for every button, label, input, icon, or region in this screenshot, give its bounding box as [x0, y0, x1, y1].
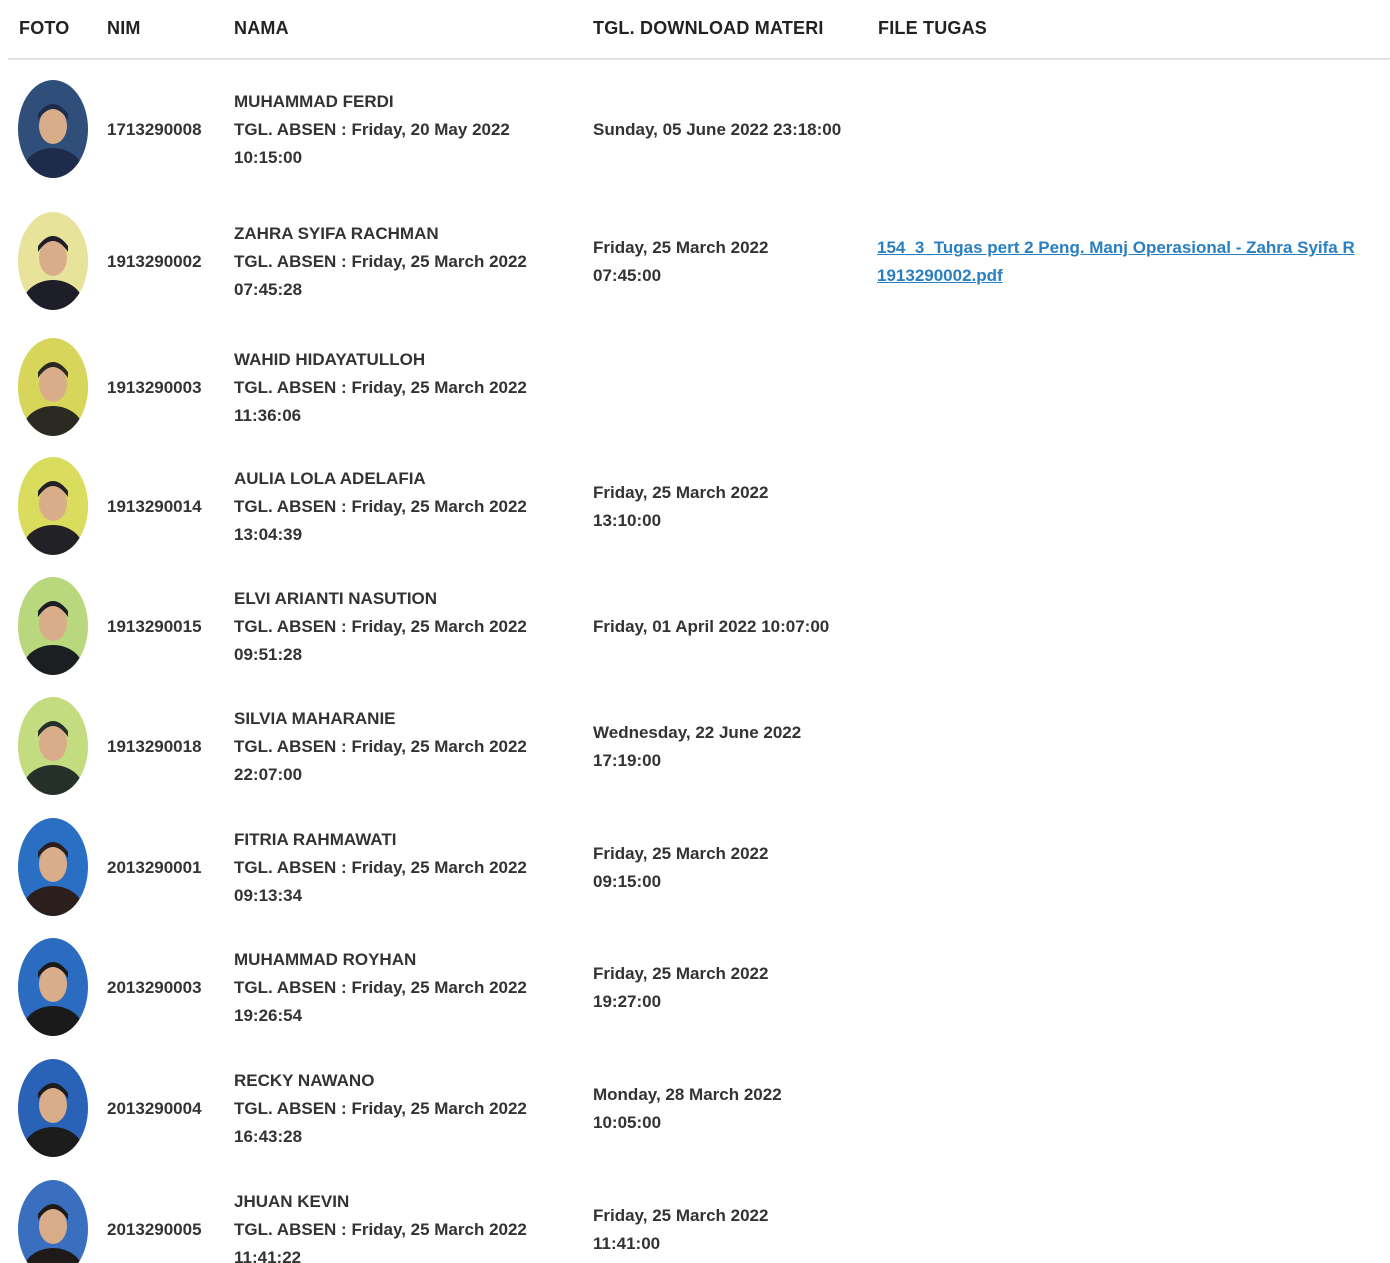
student-info [234, 88, 574, 172]
absen-date: Friday, 25 March 2022 [351, 1099, 527, 1118]
download-date-line: Friday, 25 March 2022 [593, 844, 769, 863]
absen-label: TGL. ABSEN : [234, 120, 352, 139]
absen-label: TGL. ABSEN : [234, 1099, 352, 1118]
download-date [593, 479, 863, 535]
download-date-line: Friday, 25 March 2022 [593, 483, 769, 502]
table-row [0, 938, 1390, 1048]
download-date [593, 840, 863, 896]
absen-date: Friday, 25 March 2022 [351, 1220, 527, 1239]
download-time-line: 19:27:00 [593, 992, 662, 1011]
absen-label: TGL. ABSEN : [234, 978, 352, 997]
student-info [234, 946, 574, 1030]
table-row [0, 818, 1390, 928]
student-nim: 2013290003 [107, 978, 202, 997]
absen-line [234, 613, 574, 641]
download-time-line: 11:41:00 [593, 1234, 661, 1253]
table-header [8, 0, 1390, 60]
absen-label: TGL. ABSEN : [234, 617, 352, 636]
student-name: MUHAMMAD FERDI [234, 92, 394, 111]
download-date [593, 1202, 863, 1258]
student-photo [18, 1180, 88, 1263]
absen-date: Friday, 25 March 2022 [351, 858, 527, 877]
student-name: FITRIA RAHMAWATI [234, 830, 397, 849]
student-nim: 2013290004 [107, 1099, 202, 1118]
download-time-line: 07:45:00 [593, 266, 662, 285]
absen-time: 13:04:39 [234, 525, 303, 544]
download-time-line: 17:19:00 [593, 751, 662, 770]
download-date [593, 613, 863, 641]
absen-time: 09:51:28 [234, 645, 303, 664]
student-nim: 1913290002 [107, 252, 202, 271]
student-nim: 1913290018 [107, 737, 202, 756]
student-photo [18, 697, 88, 795]
student-photo [18, 457, 88, 555]
student-photo [18, 1059, 88, 1157]
student-nim: 1913290015 [107, 617, 202, 636]
table-row [0, 80, 1390, 190]
table-row [0, 1180, 1390, 1263]
download-date-line: Friday, 01 April 2022 10:07:00 [593, 617, 830, 636]
download-date-line: Wednesday, 22 June 2022 [593, 723, 802, 742]
student-info [234, 346, 574, 430]
absen-line [234, 974, 574, 1002]
absen-label: TGL. ABSEN : [234, 497, 352, 516]
student-photo [18, 338, 88, 436]
download-date-line: Friday, 25 March 2022 [593, 1206, 769, 1225]
download-date-line: Monday, 28 March 2022 [593, 1085, 782, 1104]
table-row [0, 338, 1390, 448]
download-date [593, 719, 863, 775]
absen-date: Friday, 25 March 2022 [351, 617, 527, 636]
student-info [234, 585, 574, 669]
header-tgl-download: TGL. DOWNLOAD MATERI [593, 18, 824, 38]
absen-label: TGL. ABSEN : [234, 1220, 352, 1239]
student-name: ZAHRA SYIFA RACHMAN [234, 224, 439, 243]
student-photo [18, 212, 88, 310]
absen-label: TGL. ABSEN : [234, 378, 352, 397]
student-name: MUHAMMAD ROYHAN [234, 950, 417, 969]
download-date [593, 116, 863, 144]
student-name: SILVIA MAHARANIE [234, 709, 396, 728]
student-info [234, 1188, 574, 1263]
file-name-line[interactable]: 154_3_Tugas pert 2 Peng. Manj Operasional - Zahra Syifa R [877, 238, 1355, 257]
absen-time: 22:07:00 [234, 765, 303, 784]
download-date [593, 234, 863, 290]
download-time-line: 10:05:00 [593, 1113, 662, 1132]
student-photo [18, 80, 88, 178]
absen-date: Friday, 20 May 2022 [351, 120, 510, 139]
download-date-line: Friday, 25 March 2022 [593, 238, 769, 257]
absen-time: 10:15:00 [234, 148, 303, 167]
file-tugas-link[interactable] [877, 234, 1387, 290]
absen-label: TGL. ABSEN : [234, 858, 352, 877]
table-row [0, 577, 1390, 687]
table-row [0, 1059, 1390, 1169]
table-row [0, 457, 1390, 567]
download-time-line: 13:10:00 [593, 511, 662, 530]
absen-label: TGL. ABSEN : [234, 252, 352, 271]
student-photo [18, 938, 88, 1036]
table-row [0, 697, 1390, 807]
absen-time: 11:36:06 [234, 406, 302, 425]
student-name: JHUAN KEVIN [234, 1192, 350, 1211]
table-row [0, 212, 1390, 322]
student-nim: 2013290001 [107, 858, 202, 877]
file-name-line[interactable]: 1913290002.pdf [877, 266, 1003, 285]
absen-line [234, 854, 574, 882]
student-nim: 2013290005 [107, 1220, 202, 1239]
student-info [234, 826, 574, 910]
absen-time: 09:13:34 [234, 886, 303, 905]
absen-time: 19:26:54 [234, 1006, 303, 1025]
student-nim: 1713290008 [107, 120, 202, 139]
header-file-tugas: FILE TUGAS [878, 18, 987, 38]
student-name: AULIA LOLA ADELAFIA [234, 469, 426, 488]
absen-line [234, 733, 574, 761]
download-date [593, 960, 863, 1016]
download-date-line: Friday, 25 March 2022 [593, 964, 769, 983]
absen-line [234, 493, 574, 521]
download-date-line: Sunday, 05 June 2022 23:18:00 [593, 120, 842, 139]
student-photo [18, 577, 88, 675]
header-foto: FOTO [19, 18, 70, 38]
student-name: RECKY NAWANO [234, 1071, 375, 1090]
student-nim: 1913290003 [107, 378, 202, 397]
download-date [593, 1081, 863, 1137]
header-nama: NAMA [234, 18, 289, 38]
absen-time: 07:45:28 [234, 280, 303, 299]
student-photo [18, 818, 88, 916]
absen-date: Friday, 25 March 2022 [351, 978, 527, 997]
absen-line [234, 1216, 574, 1244]
absen-date: Friday, 25 March 2022 [351, 737, 527, 756]
student-info [234, 220, 574, 304]
download-time-line: 09:15:00 [593, 872, 662, 891]
absen-date: Friday, 25 March 2022 [351, 252, 527, 271]
absen-time: 11:41:22 [234, 1248, 302, 1263]
absen-time: 16:43:28 [234, 1127, 303, 1146]
absen-line [234, 248, 574, 276]
student-name: ELVI ARIANTI NASUTION [234, 589, 438, 608]
absen-line [234, 1095, 574, 1123]
absen-date: Friday, 25 March 2022 [351, 497, 527, 516]
student-info [234, 465, 574, 549]
student-nim: 1913290014 [107, 497, 202, 516]
absen-line [234, 116, 574, 144]
header-nim: NIM [107, 18, 141, 38]
student-info [234, 705, 574, 789]
student-info [234, 1067, 574, 1151]
student-name: WAHID HIDAYATULLOH [234, 350, 426, 369]
absen-label: TGL. ABSEN : [234, 737, 352, 756]
absen-line [234, 374, 574, 402]
absen-date: Friday, 25 March 2022 [351, 378, 527, 397]
